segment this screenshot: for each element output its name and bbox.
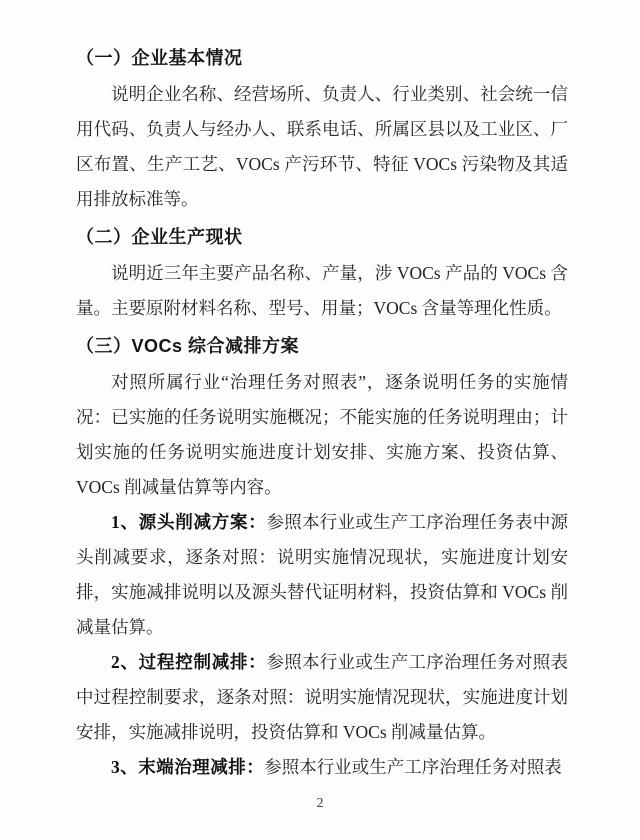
- section-heading-2: （二）企业生产现状: [76, 227, 243, 247]
- section-heading-1: （一）企业基本情况: [76, 48, 243, 68]
- numbered-item-3-lead: 3、末端治理减排：: [111, 757, 265, 777]
- numbered-item-2: [76, 645, 568, 750]
- numbered-item-3-text: 参照本行业或生产工序治理任务对照表: [264, 757, 562, 777]
- numbered-item-3: [76, 750, 568, 785]
- section-heading-3: （三）VOCs 综合减排方案: [76, 336, 300, 356]
- section-paragraph-1: 说明企业名称、经营场所、负责人、行业类别、社会统一信用代码、负责人与经办人、联系电话、所属区县以及工业区、厂区布置、生产工艺、VOCs 产污环节、特征 VOCs 污染物及其适用排放标准等。: [76, 84, 568, 209]
- section-paragraph-2: 说明近三年主要产品名称、产量，涉 VOCs 产品的 VOCs 含量。主要原附材料名称、型号、用量；VOCs 含量等理化性质。: [76, 263, 568, 318]
- numbered-item-1: [76, 505, 568, 645]
- numbered-item-2-lead: 2、过程控制减排：: [111, 652, 267, 672]
- section-paragraph-3: 对照所属行业“治理任务对照表”，逐条说明任务的实施情况：已实施的任务说明实施概况；不能实施的任务说明理由；计划实施的任务说明实施进度计划安排、实施方案、投资估算、VOCs 削减量估算等内容。: [76, 372, 568, 497]
- numbered-item-1-text: 参照本行业或生产工序治理任务表中源头削减要求，逐条对照：说明实施情况现状，实施进度计划安排，实施减排说明以及源头替代证明材料，投资估算和 VOCs 削减量估算。: [76, 512, 568, 637]
- page-number: 2: [316, 796, 324, 811]
- numbered-item-1-lead: 1、源头削减方案：: [111, 512, 267, 532]
- numbered-item-2-text: 参照本行业或生产工序治理任务对照表中过程控制要求，逐条对照：说明实施情况现状，实施进度计划安排，实施减排说明，投资估算和 VOCs 削减量估算。: [76, 652, 568, 742]
